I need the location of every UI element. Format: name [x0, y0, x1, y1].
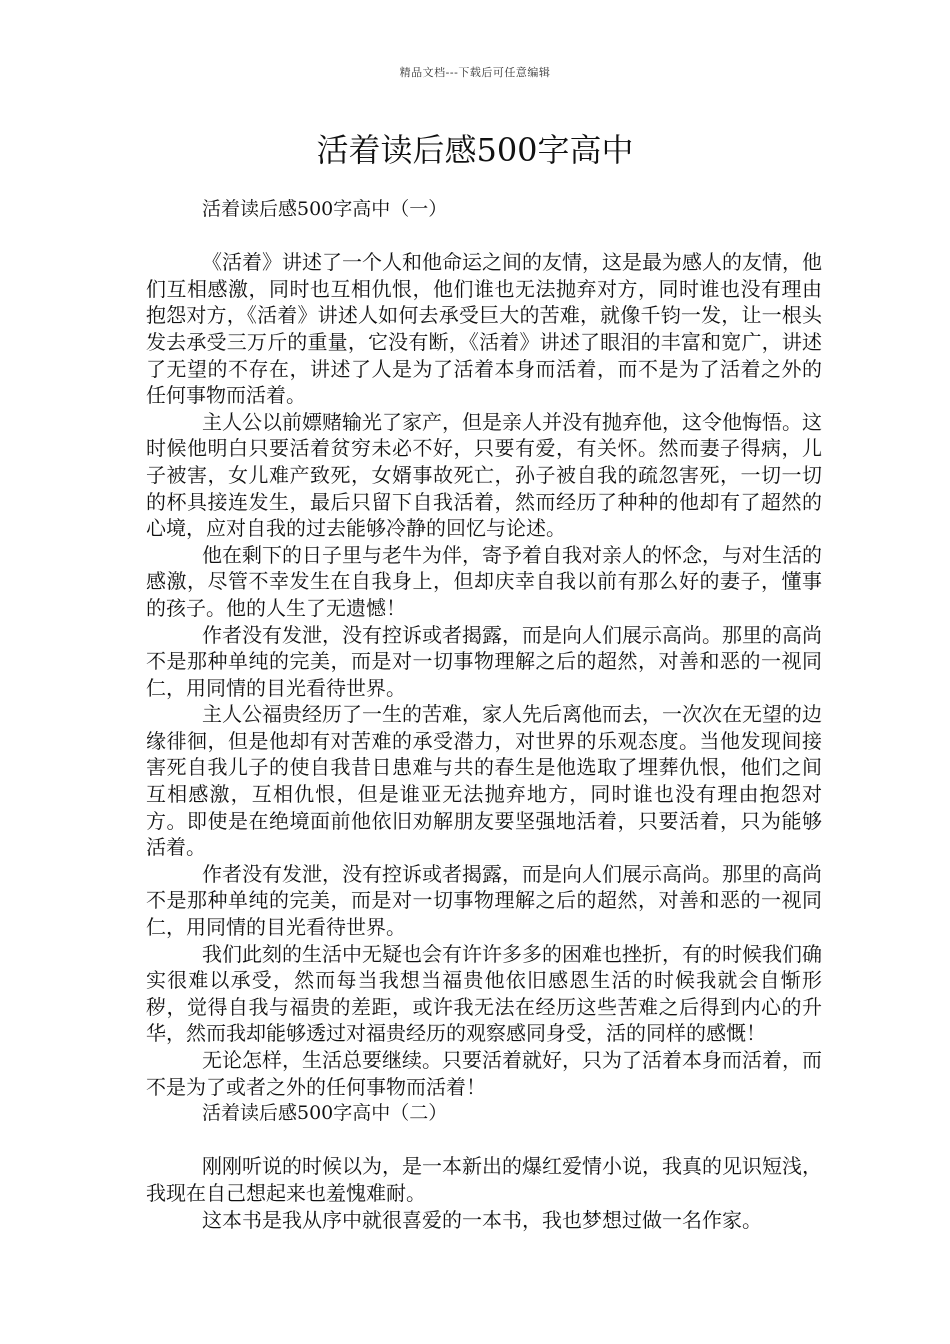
paragraph: 作者没有发泄，没有控诉或者揭露，而是向人们展示高尚。那里的高尚不是那种单纯的完美，而是对一切事物理解之后的超然，对善和恶的一视同仁，用同情的目光看待世界。: [146, 861, 822, 940]
paragraph: 他在剩下的日子里与老牛为伴，寄予着自我对亲人的怀念，与对生活的感激，尽管不幸发生在自我身上，但却庆幸自我以前有那么好的妻子，懂事的孩子。他的人生了无遗憾！: [146, 542, 822, 620]
paragraph: 主人公以前嫖赌输光了家产，但是亲人并没有抛弃他，这令他悔悟。这时候他明白只要活着贫穷未必不好，只要有爱，有关怀。然而妻子得病，儿子被害，女儿难产致死，女婿事故死亡，孙子被自我的疏忽害死，一切一切的杯具接连发生，最后只留下自我活着，然而经历了种种的他却有了超然的心境，应对自我的过去能够冷静的回忆与论述。: [146, 409, 822, 541]
header-note: 精品文档---下载后可任意编辑: [399, 66, 551, 79]
paragraph: 无论怎样，生活总要继续。只要活着就好，只为了活着本身而活着，而不是为了或者之外的任何事物而活着！: [146, 1048, 822, 1099]
spacer: [146, 223, 822, 250]
paragraph: 《活着》讲述了一个人和他命运之间的友情，这是最为感人的友情，他们互相感激，同时也互相仇恨，他们谁也无法抛弃对方，同时谁也没有理由抱怨对方，《活着》讲述人如何去承受巨大的苦难，就像千钧一发，让一根头发去承受三万斤的重量，它没有断，《活着》讲述了眼泪的丰富和宽广，讲述了无望的不存在，讲述了人是为了活着本身而活着，而不是为了活着之外的任何事物而活着。: [146, 250, 822, 408]
paragraph: 我们此刻的生活中无疑也会有许许多多的困难也挫折，有的时候我们确实很难以承受，然而每当我想当福贵他依旧感恩生活的时候我就会自惭形秽，觉得自我与福贵的差距，或许我无法在经历这些苦难之后得到内心的升华，然而我却能够透过对福贵经历的观察感同身受，活的同样的感慨！: [146, 941, 822, 1046]
paragraph: 主人公福贵经历了一生的苦难，家人先后离他而去，一次次在无望的边缘徘徊，但是他却有对苦难的承受潜力，对世界的乐观态度。当他发现间接害死自我儿子的使自我昔日患难与共的春生是他选取了埋葬仇恨，他们之间互相感激，互相仇恨，但是谁亚无法抛弃地方，同时谁也没有理由抱怨对方。即使是在绝境面前他依旧劝解朋友要坚强地活着，只要活着，只为能够活着。: [146, 702, 822, 860]
spacer: [146, 1127, 822, 1154]
document-title: 活着读后感500字高中: [316, 131, 634, 169]
section-heading-1: 活着读后感500字高中（一）: [202, 198, 448, 220]
section-heading-2: 活着读后感500字高中（二）: [202, 1102, 448, 1125]
paragraph: 刚刚听说的时候以为，是一本新出的爆红爱情小说，我真的见识短浅，我现在自己想起来也羞愧难耐。: [146, 1154, 822, 1205]
document-body: [146, 196, 822, 1233]
paragraph: 这本书是我从序中就很喜爱的一本书，我也梦想过做一名作家。: [202, 1207, 762, 1232]
paragraph: 作者没有发泄，没有控诉或者揭露，而是向人们展示高尚。那里的高尚不是那种单纯的完美，而是对一切事物理解之后的超然，对善和恶的一视同仁，用同情的目光看待世界。: [146, 622, 822, 700]
